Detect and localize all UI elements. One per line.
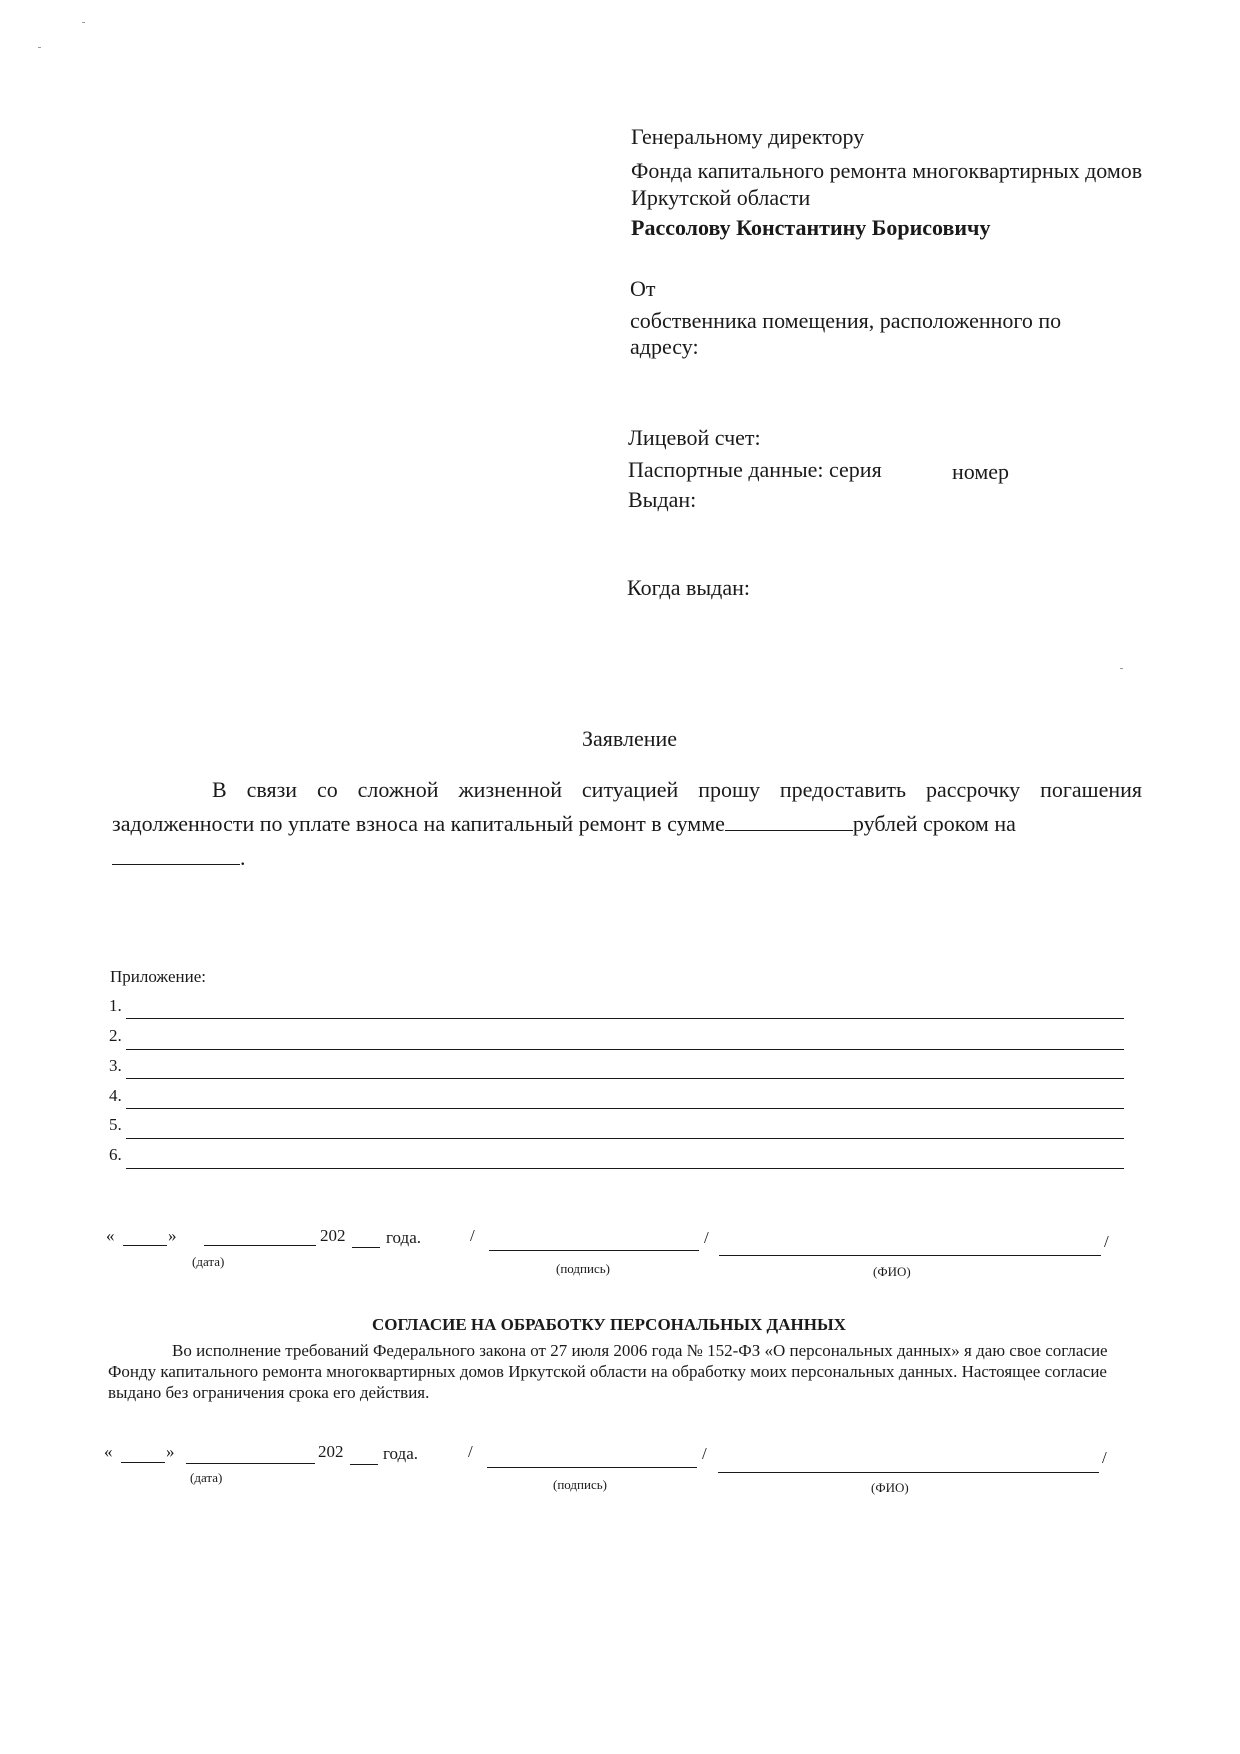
- year-prefix: 202: [318, 1442, 344, 1461]
- date-caption: (дата): [190, 1470, 223, 1485]
- year-suffix: года.: [383, 1444, 419, 1463]
- sender-from-label: От: [630, 276, 656, 301]
- slash: /: [468, 1442, 473, 1461]
- attachment-number: 1.: [109, 996, 122, 1015]
- consent-title: СОГЛАСИЕ НА ОБРАБОТКУ ПЕРСОНАЛЬНЫХ ДАННЫХ: [372, 1315, 846, 1334]
- scan-speck: [38, 47, 41, 48]
- statement-title: Заявление: [582, 726, 678, 751]
- quote-open: «: [104, 1442, 113, 1461]
- slash: /: [1102, 1448, 1107, 1467]
- fio-field[interactable]: [718, 1472, 1099, 1473]
- attachment-line-5[interactable]: [126, 1138, 1124, 1139]
- year-prefix: 202: [320, 1226, 346, 1245]
- attachment-line-1[interactable]: [126, 1018, 1124, 1019]
- term-field[interactable]: [112, 844, 240, 865]
- attachments-label: Приложение:: [110, 967, 206, 986]
- passport-series-label: Паспортные данные: серия: [628, 457, 882, 482]
- fio-field[interactable]: [719, 1255, 1101, 1256]
- slash: /: [702, 1444, 707, 1463]
- year-field[interactable]: [352, 1247, 380, 1248]
- signature-caption: (подпись): [556, 1261, 610, 1276]
- amount-field[interactable]: [725, 810, 853, 831]
- day-field[interactable]: [123, 1245, 167, 1246]
- month-field[interactable]: [204, 1245, 316, 1246]
- signature-caption: (подпись): [553, 1477, 607, 1492]
- year-suffix: года.: [386, 1228, 422, 1247]
- sender-owner-line: собственника помещения, расположенного по: [630, 308, 1062, 333]
- signature-field[interactable]: [487, 1467, 697, 1468]
- consent-text: Во исполнение требований Федерального закона от 27 июля 2006 года № 152-ФЗ «О персональных данных» я даю свое согласие Фонду капитального ремонта многоквартирных домов Иркутской области на обработку моих персональных данных. Настоящее согласие выдано без ограничения срока его действия.: [108, 1341, 1108, 1402]
- statement-text-part1: В связи со сложной жизненной ситуацией прошу предоставить рассрочку погашения задолженности по уплате взноса на капитальный ремонт в сумме: [112, 777, 1142, 836]
- quote-close: »: [168, 1226, 177, 1245]
- fio-caption: (ФИО): [873, 1264, 911, 1279]
- quote-open: «: [106, 1226, 115, 1245]
- attachment-number: 5.: [109, 1115, 122, 1134]
- account-label: Лицевой счет:: [628, 425, 761, 450]
- addressee-position: Генеральному директору: [631, 124, 865, 149]
- slash: /: [1104, 1232, 1109, 1251]
- quote-close: »: [166, 1442, 175, 1461]
- attachment-line-4[interactable]: [126, 1108, 1124, 1109]
- signature-field[interactable]: [489, 1250, 699, 1251]
- issued-when-label: Когда выдан:: [627, 575, 750, 600]
- attachment-number: 6.: [109, 1145, 122, 1164]
- attachment-line-6[interactable]: [126, 1168, 1124, 1169]
- attachment-number: 3.: [109, 1056, 122, 1075]
- attachment-number: 4.: [109, 1086, 122, 1105]
- scan-speck: [1120, 668, 1123, 669]
- attachment-number: 2.: [109, 1026, 122, 1045]
- passport-number-label: номер: [952, 459, 1010, 484]
- statement-text-part2: рублей сроком на: [852, 811, 1016, 836]
- statement-text-end: .: [240, 845, 246, 870]
- scan-speck: [82, 22, 85, 23]
- day-field[interactable]: [121, 1462, 165, 1463]
- date-caption: (дата): [192, 1254, 225, 1269]
- month-field[interactable]: [186, 1463, 315, 1464]
- sender-address-label: адресу:: [630, 334, 699, 359]
- year-field[interactable]: [350, 1464, 378, 1465]
- attachment-line-2[interactable]: [126, 1049, 1124, 1050]
- addressee-region: Иркутской области: [631, 185, 811, 210]
- addressee-name: Рассолову Константину Борисовичу: [631, 215, 991, 240]
- statement-paragraph: [112, 773, 1142, 875]
- slash: /: [704, 1228, 709, 1247]
- fio-caption: (ФИО): [871, 1480, 909, 1495]
- slash: /: [470, 1226, 475, 1245]
- addressee-organization: Фонда капитального ремонта многоквартирных домов: [631, 158, 1143, 183]
- attachment-line-3[interactable]: [126, 1078, 1124, 1079]
- issued-by-label: Выдан:: [628, 487, 697, 512]
